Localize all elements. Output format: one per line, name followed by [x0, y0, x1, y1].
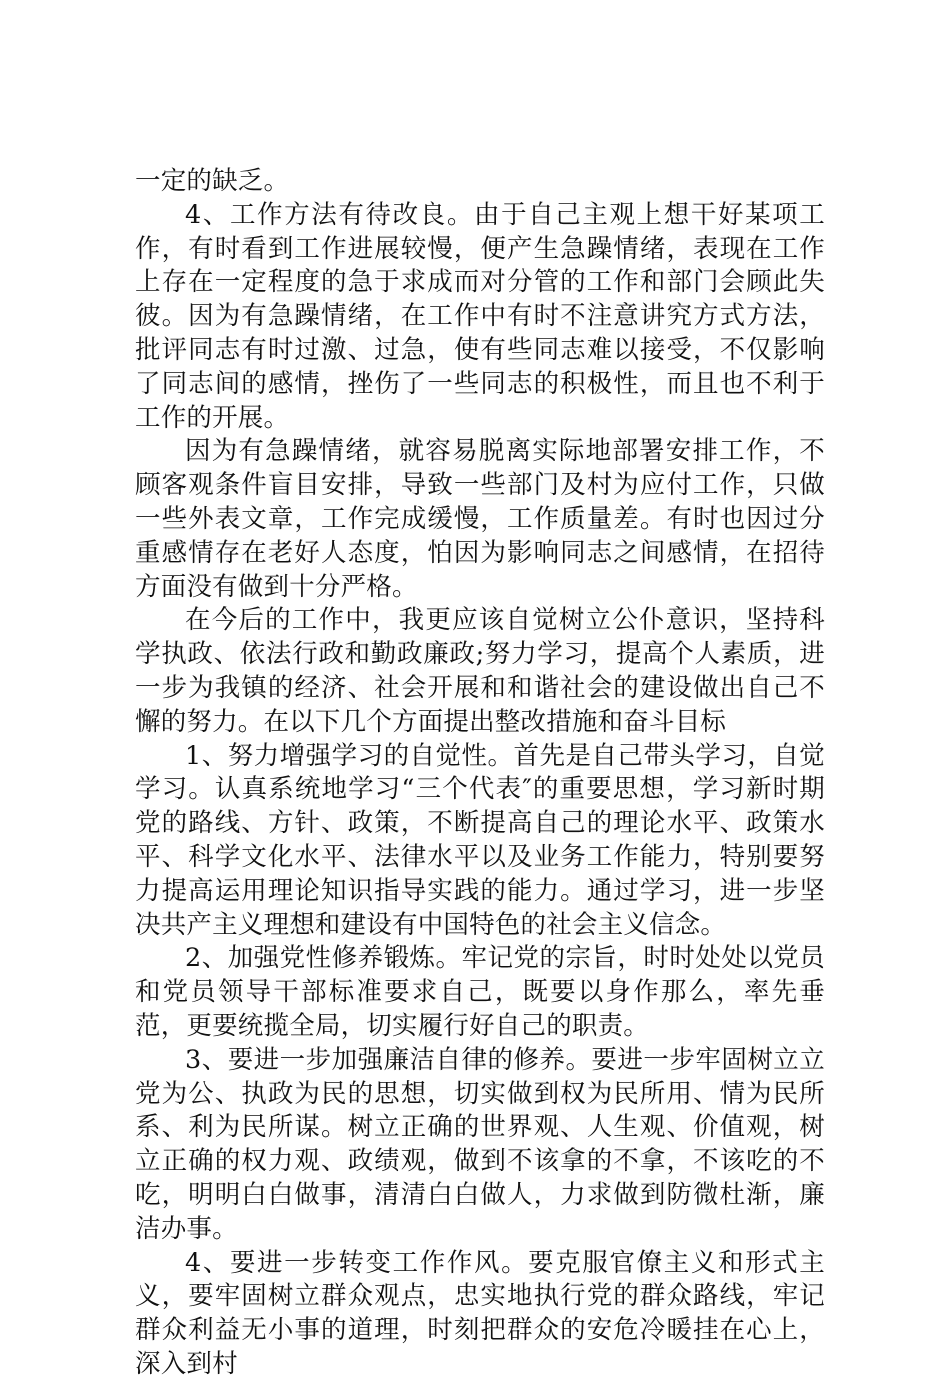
- paragraph-1: 一定的缺乏。: [135, 166, 290, 196]
- document-body: [135, 165, 825, 1382]
- paragraph-6: 2、加强党性修养锻炼。牢记党的宗旨，时时处处以党员和党员领导干部标准要求自己，既要以身作那么，率先垂范，更要统揽全局，切实履行好自己的职责。: [135, 943, 825, 1041]
- paragraph-8: 4、要进一步转变工作作风。要克服官僚主义和形式主义，要牢固树立群众观点，忠实地执行党的群众路线，牢记群众利益无小事的道理，时刻把群众的安危冷暖挂在心上，深入到村: [135, 1247, 825, 1379]
- paragraph-5: 1、努力增强学习的自觉性。首先是自己带头学习，自觉学习。认真系统地学习“三个代表″的重要思想，学习新时期党的路线、方针、政策，不断提高自己的理论水平、政策水平、科学文化水平、法律水平以及业务工作能力，特别要努力提高运用理论知识指导实践的能力。通过学习，进一步坚决共产主义理想和建设有中国特色的社会主义信念。: [135, 740, 825, 940]
- paragraph-4: 在今后的工作中，我更应该自觉树立公仆意识，坚持科学执政、依法行政和勤政廉政;努力学习，提高个人素质，进一步为我镇的经济、社会开展和和谐社会的建设做出自己不懈的努力。在以下几个方面提出整改措施和奋斗目标: [135, 605, 825, 737]
- paragraph-7: 3、要进一步加强廉洁自律的修养。要进一步牢固树立立党为公、执政为民的思想，切实做到权为民所用、情为民所系、利为民所谋。树立正确的世界观、人生观、价值观，树立正确的权力观、政绩观，做到不该拿的不拿，不该吃的不吃，明明白白做事，清清白白做人，力求做到防微杜渐，廉洁办事。: [135, 1044, 825, 1244]
- paragraph-3: 因为有急躁情绪，就容易脱离实际地部署安排工作，不顾客观条件盲目安排，导致一些部门及村为应付工作，只做一些外表文章，工作完成缓慢，工作质量差。有时也因过分重感情存在老好人态度，怕因为影响同志之间感情，在招待方面没有做到十分严格。: [135, 436, 825, 602]
- paragraph-2: 4、工作方法有待改良。由于自己主观上想干好某项工作，有时看到工作进展较慢，便产生急躁情绪，表现在工作上存在一定程度的急于求成而对分管的工作和部门会顾此失彼。因为有急躁情绪，在工作中有时不注意讲究方式方法，批评同志有时过激、过急，使有些同志难以接受，不仅影响了同志间的感情，挫伤了一些同志的积极性，而且也不利于工作的开展。: [135, 199, 825, 433]
